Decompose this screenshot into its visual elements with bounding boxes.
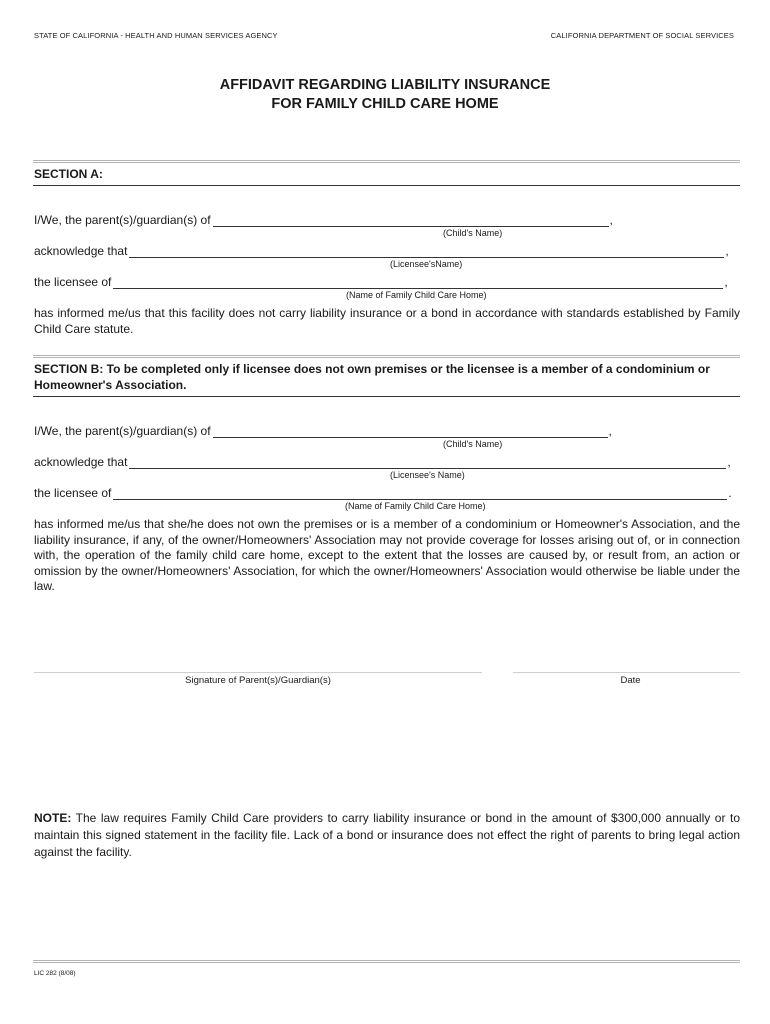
section-a-home-name-field[interactable] bbox=[113, 277, 723, 289]
section-a-child-caption: (Child's Name) bbox=[443, 228, 503, 238]
section-a-child-punct: , bbox=[609, 213, 613, 227]
signature-field[interactable] bbox=[34, 672, 482, 673]
form-title-line1: AFFIDAVIT REGARDING LIABILITY INSURANCE bbox=[219, 77, 551, 93]
section-b-child-name-field[interactable] bbox=[213, 426, 608, 438]
section-b-licensee-label: acknowledge that bbox=[34, 455, 128, 469]
department-header: CALIFORNIA DEPARTMENT OF SOCIAL SERVICES bbox=[550, 31, 734, 40]
section-b-licensee-caption: (Licensee's Name) bbox=[390, 470, 465, 480]
signature-label: Signature of Parent(s)/Guardian(s) bbox=[185, 675, 331, 686]
section-b-home-caption: (Name of Family Child Care Home) bbox=[345, 501, 486, 511]
agency-header: STATE OF CALIFORNIA - HEALTH AND HUMAN SERVICES AGENCY bbox=[34, 31, 278, 40]
section-a-licensee-label: acknowledge that bbox=[34, 244, 128, 258]
section-b-child-caption: (Child's Name) bbox=[443, 439, 503, 449]
note-text: The law requires Family Child Care providers to carry liability insurance or bond in the amount of $300,000 annually or to maintain this signed statement in the facility file. Lack of a bond or insurance does not effect the right of parents to bring legal action against the facility. bbox=[34, 811, 740, 859]
section-a-heading: SECTION A: bbox=[34, 167, 103, 181]
section-a-child-name-field[interactable] bbox=[213, 215, 609, 227]
section-b-child-label: I/We, the parent(s)/guardian(s) of bbox=[34, 424, 211, 438]
footer-rule bbox=[33, 960, 740, 963]
section-a-home-caption: (Name of Family Child Care Home) bbox=[346, 290, 487, 300]
section-b-child-punct: , bbox=[608, 424, 612, 438]
note-label: NOTE: bbox=[34, 811, 72, 825]
form-number: LIC 282 (8/08) bbox=[34, 970, 76, 977]
section-a-bottom-rule bbox=[33, 185, 740, 186]
section-b-home-label: the licensee of bbox=[34, 486, 112, 500]
section-b-top-rule bbox=[33, 355, 740, 358]
section-b-statement: has informed me/us that she/he does not own the premises or is a member of a condominium or Homeowner's Association, and the liability insurance, if any, of the owner/Homeowners' Association may not provide coverage for losses arising out of, or in connection with, the operation of the family child care home, except to the extent that the losses are caused by, or result from, an action or omission by the owner/Homeowners' Association, for which the owner/Homeowners' Association would otherwise be liable under the law. bbox=[34, 517, 740, 593]
section-a-home-row bbox=[34, 275, 740, 289]
section-b-bottom-rule bbox=[33, 396, 740, 397]
section-a-home-label: the licensee of bbox=[34, 275, 112, 289]
section-b-child-row bbox=[34, 424, 740, 438]
form-title-line2: FOR FAMILY CHILD CARE HOME bbox=[271, 96, 499, 112]
section-b-licensee-row bbox=[34, 455, 740, 469]
section-b-home-punct: . bbox=[728, 486, 732, 500]
section-a-child-row bbox=[34, 213, 740, 227]
section-a-child-label: I/We, the parent(s)/guardian(s) of bbox=[34, 213, 211, 227]
section-b-licensee-punct: , bbox=[727, 455, 731, 469]
section-a-licensee-punct: , bbox=[725, 244, 729, 258]
date-field[interactable] bbox=[513, 672, 740, 673]
section-a-home-punct: , bbox=[724, 275, 728, 289]
note-paragraph bbox=[34, 810, 740, 861]
section-a-licensee-name-field[interactable] bbox=[129, 246, 724, 258]
section-b-home-row bbox=[34, 486, 740, 500]
date-label: Date bbox=[620, 675, 641, 686]
section-a-top-rule bbox=[33, 160, 740, 163]
section-b-licensee-name-field[interactable] bbox=[129, 457, 726, 469]
section-a-statement: has informed me/us that this facility does not carry liability insurance or a bond in accordance with standards established by Family Child Care statute. bbox=[34, 306, 740, 336]
section-a-licensee-caption: (Licensee'sName) bbox=[390, 259, 463, 269]
section-b-home-name-field[interactable] bbox=[113, 488, 727, 500]
section-a-licensee-row bbox=[34, 244, 740, 258]
section-b-heading: SECTION B: To be completed only if licensee does not own premises or the licensee is a member of a condominium or Homeowner's Association. bbox=[34, 362, 710, 392]
